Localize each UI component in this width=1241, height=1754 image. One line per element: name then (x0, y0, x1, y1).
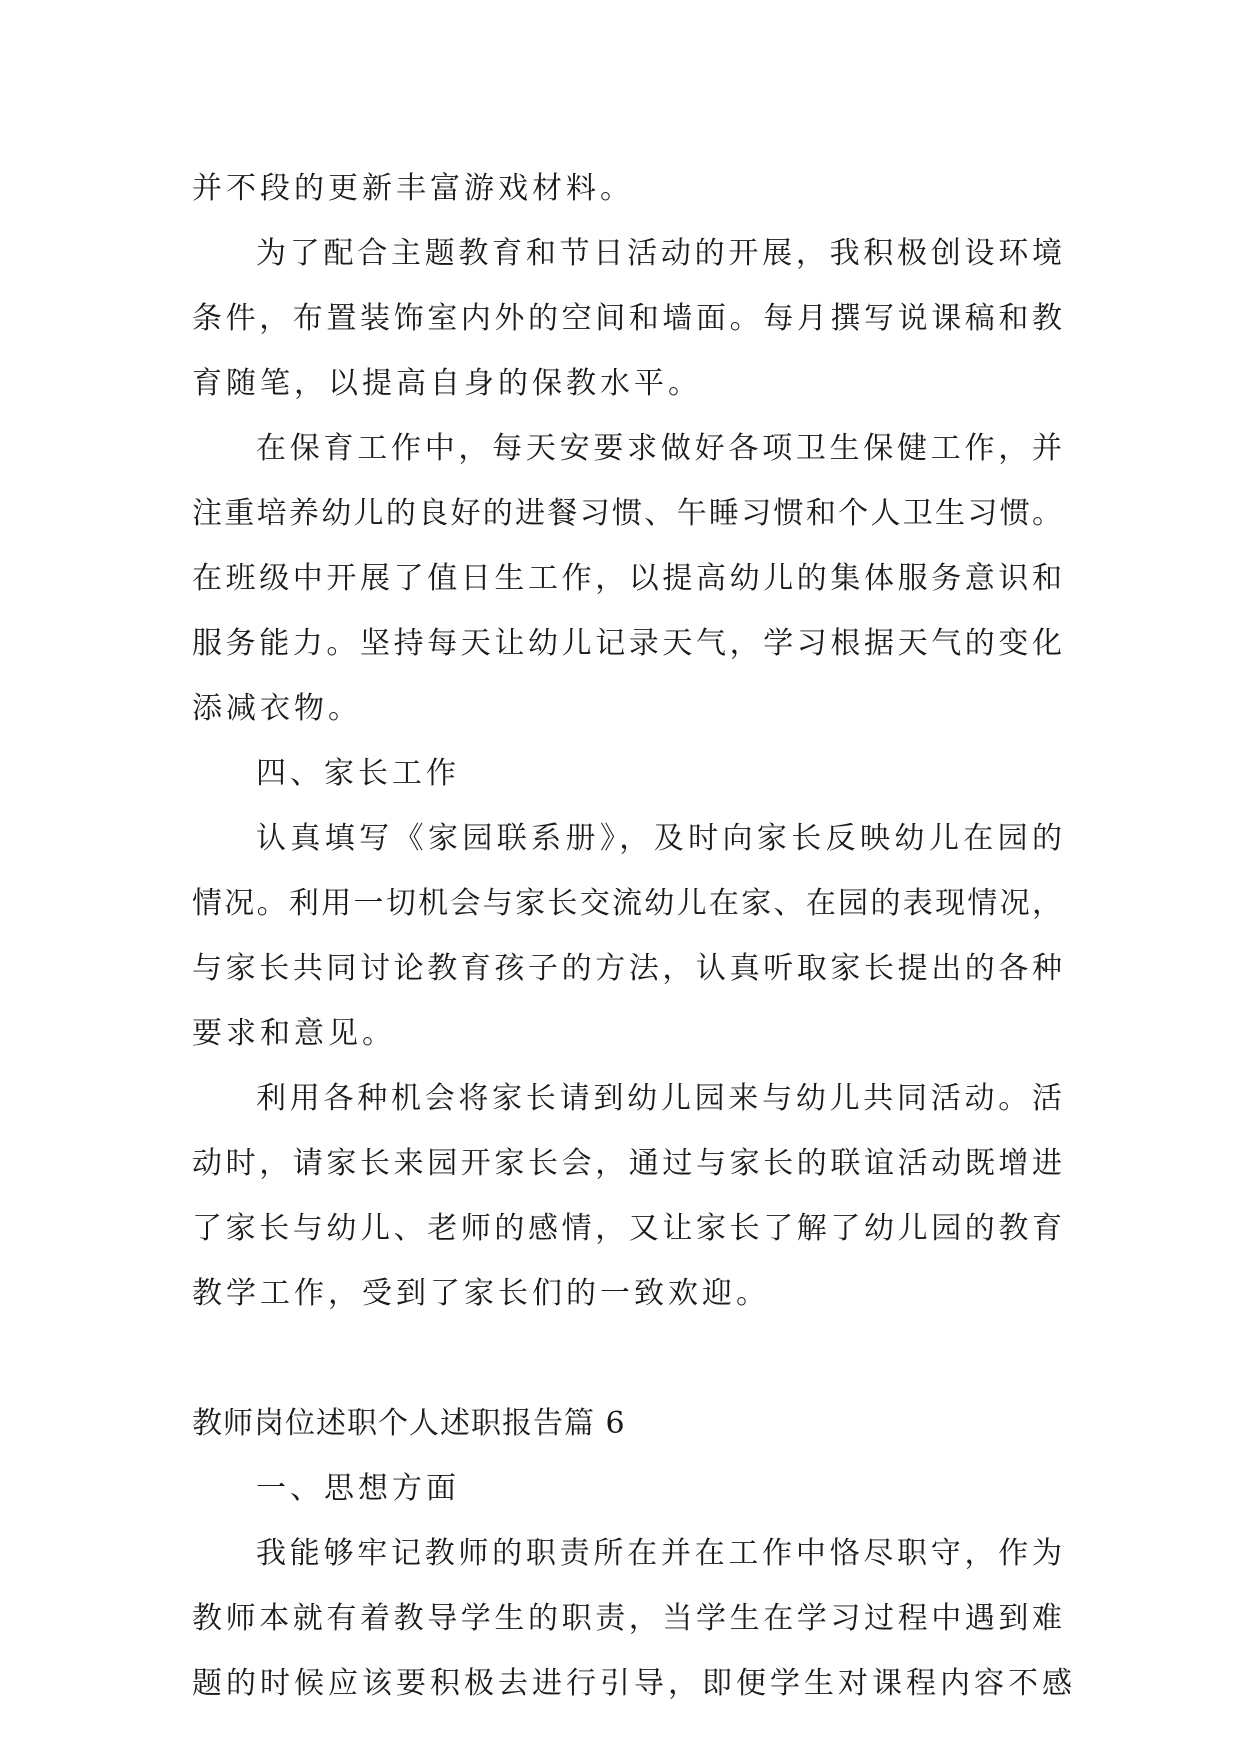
paragraph-line: 利用各种机会将家长请到幼儿园来与幼儿共同活动。活 (256, 1081, 1062, 1116)
paragraph-line: 一、思想方面 (256, 1471, 460, 1506)
paragraph-line: 在保育工作中，每天安要求做好各项卫生保健工作，并 (256, 431, 1062, 466)
paragraph-line: 教学工作，受到了家长们的一致欢迎。 (192, 1276, 770, 1311)
paragraph-line: 情况。利用一切机会与家长交流幼儿在家、在园的表现情况， (192, 886, 1062, 921)
document-page (192, 156, 1076, 1716)
paragraph-line: 与家长共同讨论教育孩子的方法，认真听取家长提出的各种 (192, 951, 1062, 986)
paragraph-line: 服务能力。坚持每天让幼儿记录天气，学习根据天气的变化 (192, 626, 1062, 661)
paragraph-line: 条件，布置装饰室内外的空间和墙面。每月撰写说课稿和教 (192, 301, 1062, 336)
paragraph-line: 认真填写《家园联系册》，及时向家长反映幼儿在园的 (256, 821, 1062, 856)
paragraph-line: 育随笔，以提高自身的保教水平。 (192, 366, 702, 401)
paragraph-line: 添减衣物。 (192, 691, 362, 726)
paragraph-line: 四、家长工作 (256, 756, 460, 791)
paragraph-line: 教师本就有着教导学生的职责，当学生在学习过程中遇到难 (192, 1601, 1062, 1636)
paragraph-line: 我能够牢记教师的职责所在并在工作中恪尽职守，作为 (256, 1536, 1062, 1571)
paragraph-line: 动时，请家长来园开家长会，通过与家长的联谊活动既增进 (192, 1146, 1062, 1181)
paragraph-line: 了家长与幼儿、老师的感情，又让家长了解了幼儿园的教育 (192, 1211, 1062, 1246)
paragraph-line: 题的时候应该要积极去进行引导，即便学生对课程内容不感 (192, 1666, 1076, 1701)
paragraph-line: 要求和意见。 (192, 1016, 396, 1051)
section-title: 教师岗位述职个人述职报告篇 6 (192, 1406, 626, 1441)
paragraph-line: 在班级中开展了值日生工作，以提高幼儿的集体服务意识和 (192, 561, 1062, 596)
paragraph-line: 并不段的更新丰富游戏材料。 (192, 171, 634, 206)
section-gap (192, 1326, 1062, 1391)
paragraph-line: 为了配合主题教育和节日活动的开展，我积极创设环境 (256, 236, 1062, 271)
paragraph-line: 注重培养幼儿的良好的进餐习惯、午睡习惯和个人卫生习惯。 (192, 496, 1062, 531)
